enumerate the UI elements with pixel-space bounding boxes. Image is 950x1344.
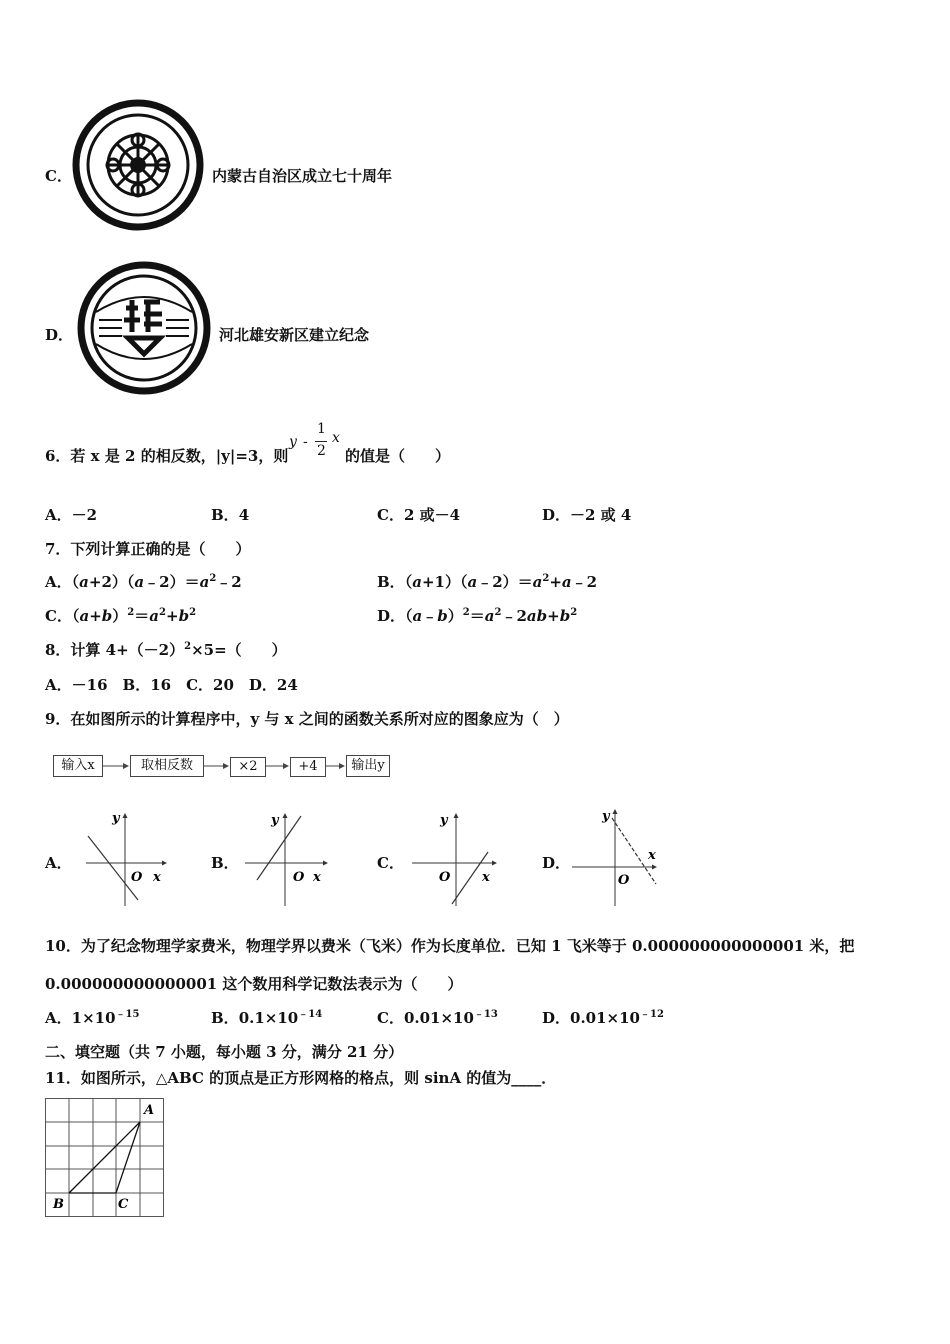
axis-x-label: x: [153, 870, 161, 885]
q7-option-d: D．$(a﹣b)^2=a^2﹣2ab+b^2$: [377, 607, 578, 625]
q9-option-b-label: B．: [211, 854, 239, 872]
axis-x-label: x: [648, 848, 656, 863]
axis-y-label: y: [440, 813, 448, 828]
q9-option-a-label: A．: [45, 854, 72, 872]
q9-stem: 9．在如图所示的计算程序中，y 与 x 之间的函数关系所对应的图象应为（ ）: [45, 710, 569, 728]
q9-graph-c: [410, 808, 510, 908]
q6-option-b: B．4: [211, 506, 250, 524]
q11-grid-figure: [45, 1098, 167, 1220]
q10-option-b: B．$0.1\times 10^{﹣14}$: [211, 1009, 323, 1027]
q6-expr-x: x: [332, 430, 340, 446]
axis-y-label: y: [112, 811, 120, 826]
q10-option-a: A．$1\times 10^{﹣15}$: [45, 1009, 140, 1027]
flow-box-negate: 取相反数: [130, 755, 204, 777]
q7-option-a: A．$(a+2)(a﹣2)=a^2﹣2$: [45, 573, 242, 591]
q10-option-d: D．$0.01\times 10^{﹣12}$: [542, 1009, 664, 1027]
q5-option-d-text: 河北雄安新区建立纪念: [219, 326, 370, 344]
origin-label: O: [618, 873, 630, 888]
q9-option-c-label: C．: [377, 854, 404, 872]
axis-y-label: y: [271, 813, 279, 828]
q6-frac-numerator: 1: [317, 421, 326, 437]
q7-stem: 7．下列计算正确的是（ ）: [45, 540, 251, 558]
q5-option-d-label: D．: [45, 326, 74, 344]
q8-options: A．－16 B．16 C．20 D．24: [45, 676, 298, 694]
q10-option-c: C．$0.01\times 10^{﹣13}$: [377, 1009, 498, 1027]
q5-option-c-text: 内蒙古自治区成立七十周年: [212, 167, 393, 185]
section-2-heading: 二、填空题（共 7 小题，每小题 3 分，满分 21 分）: [45, 1043, 404, 1061]
q8-stem: 8．计算 $4+(-2)^2\times 5=$（ ）: [45, 641, 287, 659]
axis-x-label: x: [313, 870, 321, 885]
q9-graph-b: [243, 808, 343, 908]
q11-stem: 11．如图所示，△ABC 的顶点是正方形网格的格点，则 sinA 的值为____．: [45, 1069, 557, 1087]
q9-graph-d: [570, 804, 670, 908]
axis-x-label: x: [482, 870, 490, 885]
flow-box-input: 输入x: [53, 755, 103, 777]
flow-box-output: 输出y: [346, 755, 390, 777]
axis-y-label: y: [602, 809, 610, 824]
origin-label: O: [131, 870, 143, 885]
q6-expr-y: y: [289, 434, 297, 450]
q6-stem-suffix: 的值是（ ）: [345, 447, 451, 465]
q7-option-b: B．$(a+1)(a﹣2)=a^2+a﹣2$: [377, 573, 598, 591]
flow-box-times-two: ×2: [230, 757, 266, 777]
q5-option-c-label: C．: [45, 167, 72, 185]
flow-box-plus-four: +4: [290, 757, 326, 777]
q6-option-d: D．－2 或 4: [542, 506, 632, 524]
q9-option-d-label: D．: [542, 854, 571, 872]
vertex-b-label: B: [53, 1197, 64, 1212]
vertex-a-label: A: [144, 1103, 155, 1118]
q9-graph-a: [80, 808, 180, 908]
q6-option-a: A．－2: [45, 506, 98, 524]
q6-option-c: C．2 或－4: [377, 506, 461, 524]
q6-frac-denominator: 2: [317, 443, 326, 459]
q6-stem-prefix: 6．若 x 是 2 的相反数，|y|=3，则: [45, 447, 289, 465]
q10-stem-line1: 10．为了纪念物理学家费米，物理学界以费米（飞米）作为长度单位．已知 1 飞米等于 0.000000000000001 米，把: [45, 937, 855, 955]
q6-expr-minus: -: [303, 434, 308, 450]
q7-option-c: C．$(a+b)^2=a^2+b^2$: [45, 607, 197, 625]
origin-label: O: [439, 870, 451, 885]
vertex-c-label: C: [118, 1197, 129, 1212]
origin-label: O: [293, 870, 305, 885]
q10-stem-line2: 0.000000000000001 这个数用科学记数法表示为（ ）: [45, 975, 463, 993]
